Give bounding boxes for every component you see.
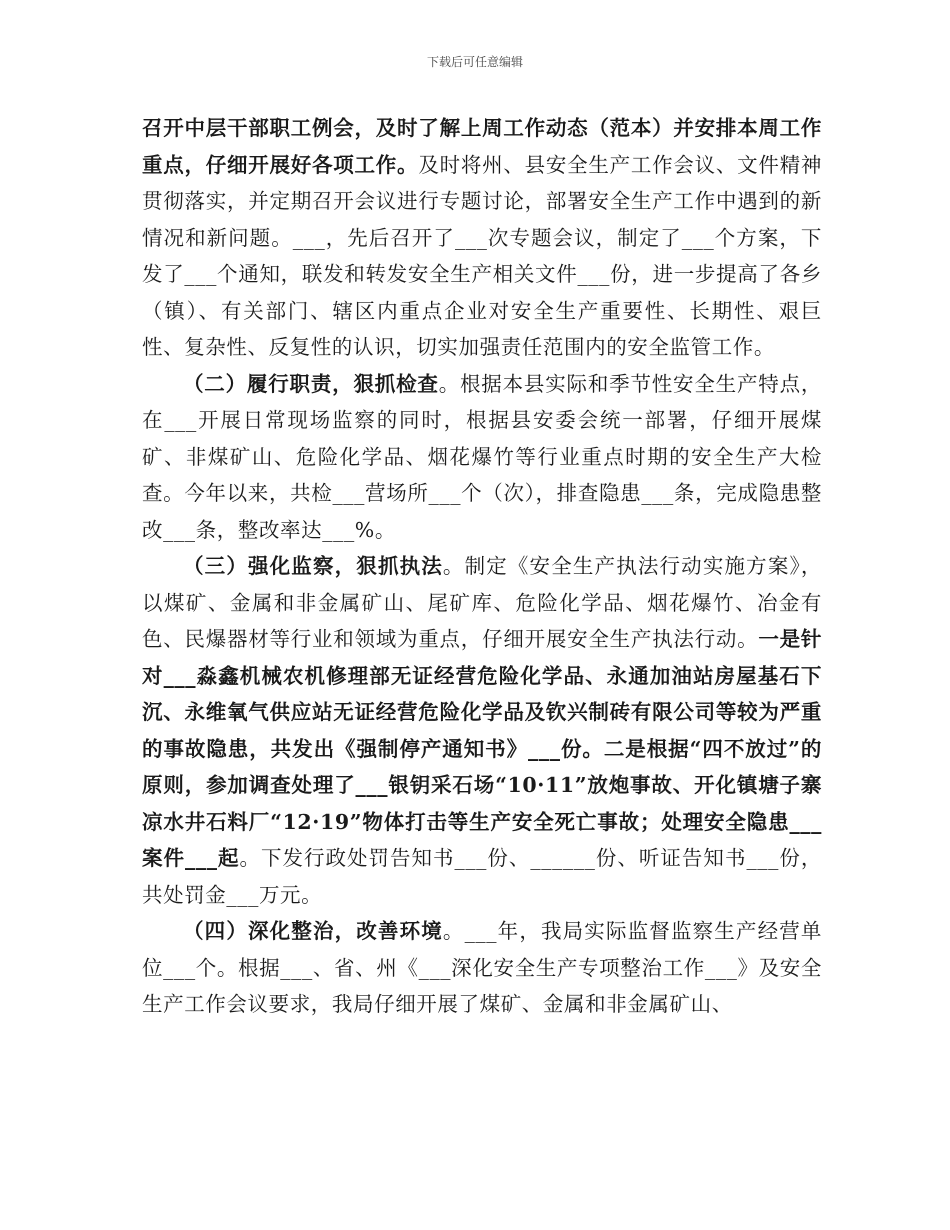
body-text: 。___年，我局实际监督监察生产经营单位___个。根据___、省、州《___深化安全生产专项整治工作___》及安全生产工作会议要求，我局仔细开展了煤矿、金属和非金属矿山、 <box>142 919 822 1016</box>
body-text: 。根据本县实际和季节性安全生产特点，在___开展日常现场监察的同时，根据县安委会统一部署，仔细开展煤矿、非煤矿山、危险化学品、烟花爆竹等行业重点时期的安全生产大检查。今年以来，共检___营场所___个（次），排查隐患___条，完成隐患整改___条，整改率达___%。 <box>142 371 822 542</box>
paragraph-rectification <box>142 913 822 1023</box>
body-text: 。下发行政处罚告知书___份、______份、听证告知书___份，共处罚金___万元。 <box>142 846 822 907</box>
bold-text: 一是针对___淼鑫机械农机修理部无证经营危险化学品、永通加油站房屋基石下沉、永维氧气供应站无证经营危险化学品及钦兴制砖有限公司等较为严重的事故隐患，共发出《强制停产通知书》___份。二是根据“四不放过”的原则，参加调查处理了___银钥采石场“10·11”放炮事故、开化镇塘子寨凉水井石料厂“12·19”物体打击等生产安全死亡事故；处理安全隐患___案件___起 <box>142 627 822 870</box>
paragraph-meetings <box>142 110 822 366</box>
section-heading: （三）强化监察，狠抓执法 <box>183 554 443 578</box>
bold-text: 召开中层干部职工例会，及时了解上周工作动态（范本）并安排本周工作重点，仔细开展好各项工作。 <box>142 116 822 177</box>
section-heading: （四）深化整治，改善环境 <box>183 919 443 943</box>
paragraph-inspection <box>142 366 822 549</box>
paragraph-enforcement <box>142 548 822 913</box>
body-text: 。制定《安全生产执法行动实施方案》，以煤矿、金属和非金属矿山、尾矿库、危险化学品、烟花爆竹、冶金有色、民爆器材等行业和领域为重点，仔细开展安全生产执法行动。 <box>142 554 822 651</box>
section-heading: （二）履行职责，狠抓检查 <box>183 371 439 396</box>
document-body <box>142 110 822 1023</box>
body-text: 及时将州、县安全生产工作会议、文件精神贯彻落实，并定期召开会议进行专题讨论，部署安全生产工作中遇到的新情况和新问题。___，先后召开了___次专题会议，制定了___个方案，下发了___个通知，联发和转发安全生产相关文件___份，进一步提高了各乡（镇）、有关部门、辖区内重点企业对安全生产重要性、长期性、艰巨性、复杂性、反复性的认识，切实加强责任范围内的安全监管工作。 <box>142 152 822 359</box>
page-header-note: 下载后可任意编辑 <box>426 55 523 69</box>
